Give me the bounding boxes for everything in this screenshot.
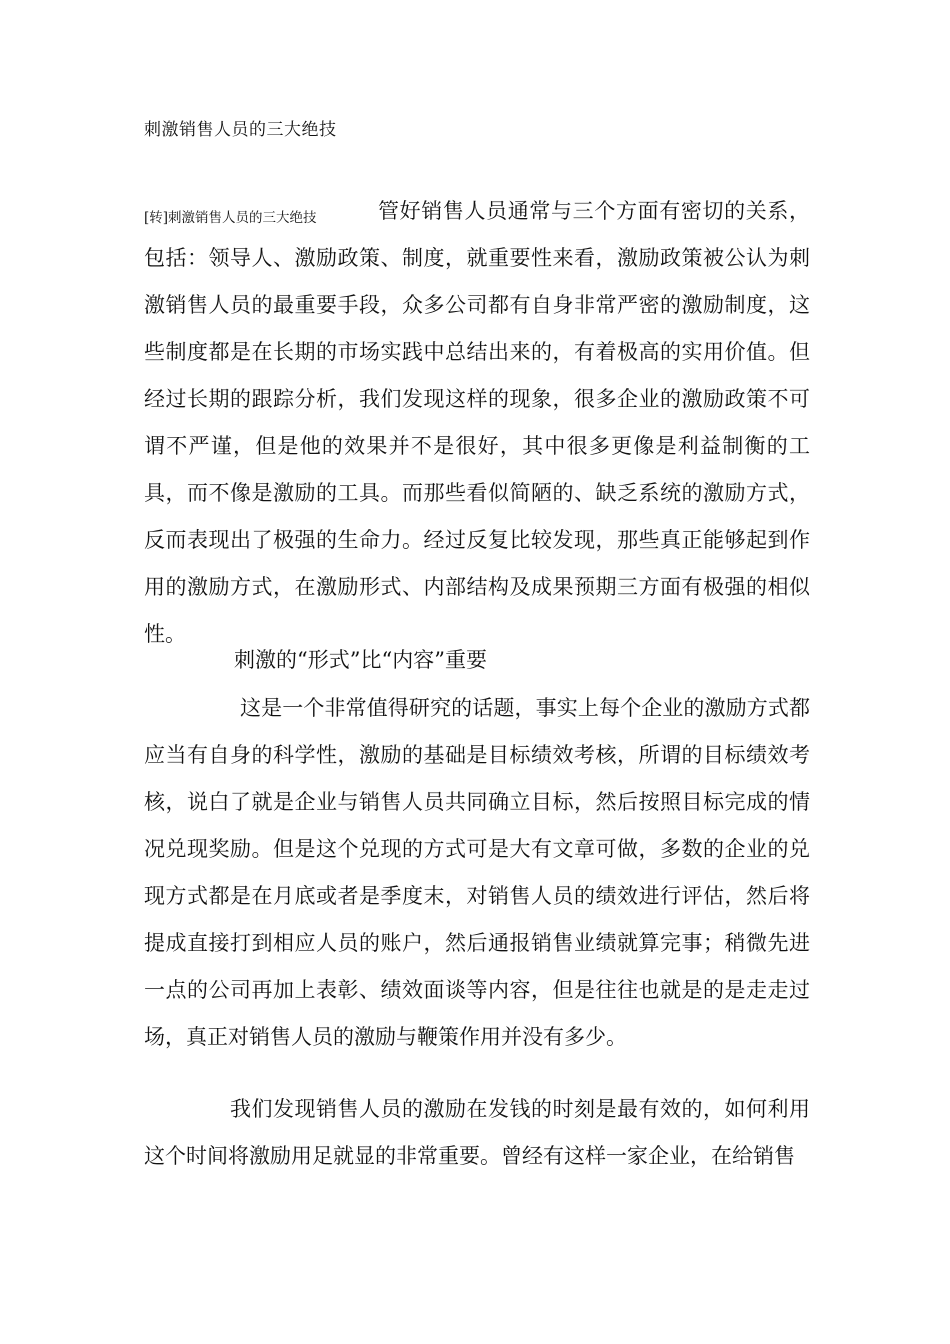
paragraph-form-vs-content: [144, 685, 810, 1061]
section-heading: 刺激的“形式”比“内容”重要: [234, 648, 487, 672]
paragraph-intro: [144, 188, 810, 658]
paragraph-text: 这是一个非常值得研究的话题，事实上每个企业的激励方式都应当有自身的科学性，激励的基础是目标绩效考核，所谓的目标绩效考核，说白了就是企业与销售人员共同确立目标，然后按照目标完成的情况兑现奖励。但是这个兑现的方式可是大有文章可做，多数的企业的兑现方式都是在月底或者是季度末，对销售人员的绩效进行评估，然后将提成直接打到相应人员的账户，然后通报销售业绩就算完事；稍微先进一点的公司再加上表彰、绩效面谈等内容，但是往往也就是的是走走过场，真正对销售人员的激励与鞭策作用并没有多少。: [144, 696, 810, 1049]
paragraph-text: 管好销售人员通常与三个方面有密切的关系，包括：领导人、激励政策、制度，就重要性来看，激励政策被公认为刺激销售人员的最重要手段，众多公司都有自身非常严密的激励制度，这些制度都是在长期的市场实践中总结出来的，有着极高的实用价值。但经过长期的跟踪分析，我们发现这样的现象，很多企业的激励政策不可谓不严谨，但是他的效果并不是很好，其中很多更像是利益制衡的工具，而不像是激励的工具。而那些看似简陋的、缺乏系统的激励方式，反而表现出了极强的生命力。经过反复比较发现，那些真正能够起到作用的激励方式，在激励形式、内部结构及成果预期三方面有极强的相似性。: [144, 199, 810, 646]
paragraph-payday: [144, 1086, 810, 1180]
paragraph-text: 我们发现销售人员的激励在发钱的时刻是最有效的，如何利用这个时间将激励用足就显的非常重要。曾经有这样一家企业，在给销售: [144, 1097, 810, 1168]
source-label: [转]刺激销售人员的三大绝技: [144, 210, 317, 226]
document-title: 刺激销售人员的三大绝技: [144, 120, 337, 140]
